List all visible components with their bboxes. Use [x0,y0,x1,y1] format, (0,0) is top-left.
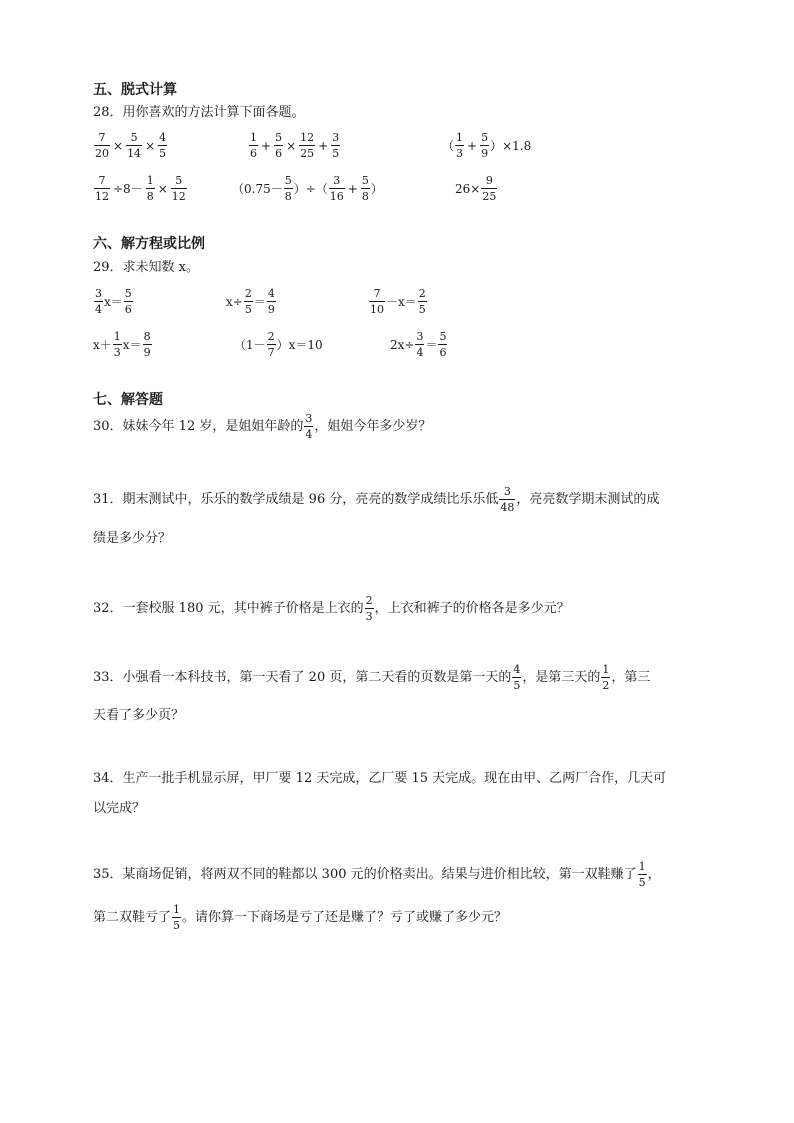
q29-equation-6: 2x÷ $\frac{3}{4}$ ＝ 5 6 [390,330,447,359]
q28-expression-2: 1 6 + $\frac{5}{6}$ × $\frac{12}{25}$ + $\frac{3}{5}$ [250,131,340,160]
fraction: $\frac{3}{5}$ [332,131,340,160]
fraction: $\frac{5}{14}$ [127,131,142,160]
q29-equation-1: 3 4 x＝ 5 6 [95,287,132,316]
question-31-line-2: 绩是多少分？ [93,531,172,546]
fraction: $\frac{3}{4}$ [416,330,424,359]
fraction: 1 2 [602,663,610,692]
fraction: $\frac{4}{5}$ [159,131,167,160]
fraction: 1 5 [173,903,181,932]
fraction: 4 9 [267,287,275,316]
q29-equation-5: （1－ 2 7 ）x＝10 [234,330,323,359]
q28-expression-3: （ 1 3 + $\frac{5}{9}$ ）×1.8 [442,131,532,160]
fraction: 3 4 [305,412,313,441]
q28-expression-1: $\frac{7}{20}$ × $\frac{5}{14}$ × $\frac{4}{5}$ [95,131,167,160]
question-31-line-1: 31．期末测试中，乐乐的数学成绩是 96 分，亮亮的数学成绩比乐乐低 3 48 ，亮亮数学期末测试的成 [93,485,660,514]
fraction: 1 3 [113,330,121,359]
fraction: 3 4 [95,287,102,316]
fraction: $\frac{5}{8}$ [361,174,369,203]
q28-expression-5: （0.75－ 5 8 ）÷（ 3 16 + $\frac{5}{8}$ ） [232,174,383,203]
fraction: 2 5 [418,287,426,316]
question-35-line-2: 第二双鞋亏了 1 5 。请你算一下商场是亏了还是赚了？亏了或赚了多少元？ [93,903,508,932]
q28-expression-4: $\frac{7}{12}$ ÷8－ $\frac{1}{8}$ × $\frac{5}{12}$ [95,174,186,203]
q29-equation-2: x÷ $\frac{2}{5}$ ＝ 4 9 [226,287,275,316]
fraction: 7 10 [370,287,384,316]
fraction: $\frac{5}{9}$ [481,131,489,160]
question-34-line-1: 34．生产一批手机显示屏，甲厂要 12 天完成，乙厂要 15 天完成。现在由甲、乙两厂合作，几天可 [93,771,667,786]
fraction: 1 3 [456,131,464,160]
question-33-line-2: 天看了多少页？ [93,708,185,723]
fraction: 3 48 [500,485,515,514]
fraction: $\frac{5}{12}$ [171,174,186,203]
question-32: 32．一套校服 180 元，其中裤子价格是上衣的 2 3 ，上衣和裤子的价格各是多少元？ [93,594,570,623]
question-29-text: 29．求未知数 x。 [93,260,200,275]
question-34-line-2: 以完成？ [93,801,146,816]
fraction: $\frac{2}{5}$ [244,287,252,316]
fraction: $\frac{1}{8}$ [146,174,154,203]
section-heading-6: 六、解方程或比例 [93,236,205,252]
question-33-line-1: 33．小强看一本科技书，第一天看了 20 页，第二天看的页数是第一天的 4 5 ，是第三天的 1 2 ，第三 [93,663,651,692]
fraction: $\frac{12}{25}$ [300,131,315,160]
fraction: 2 7 [267,330,275,359]
question-28-text: 28．用你喜欢的方法计算下面各题。 [93,105,305,120]
fraction: 2 3 [365,594,373,623]
question-35-line-1: 35．某商场促销，将两双不同的鞋都以 300 元的价格卖出。结果与进价相比较，第一双鞋赚了 1 5 ， [93,860,661,889]
fraction: $\frac{9}{25}$ [482,174,497,203]
q29-equation-3: 7 10 －x＝ 2 5 [370,287,426,316]
fraction: 1 5 [638,860,646,889]
fraction: 3 16 [329,174,344,203]
question-30: 30．妹妹今年 12 岁，是姐姐年龄的 3 4 ，姐姐今年多少岁？ [93,412,432,441]
fraction: $\frac{7}{20}$ [95,131,109,160]
section-heading-5: 五、脱式计算 [93,82,177,98]
section-heading-7: 七、解答题 [93,392,163,408]
fraction: 5 8 [284,174,292,203]
fraction: 1 6 [250,131,257,160]
fraction: 4 5 [513,663,521,692]
q29-equation-4: x＋ 1 3 x＝ 8 9 [93,330,151,359]
fraction: 5 6 [124,287,132,316]
fraction: 8 9 [143,330,151,359]
fraction: $\frac{7}{12}$ [95,174,109,203]
fraction: 5 6 [439,330,447,359]
q28-expression-6: 26× $\frac{9}{25}$ [455,174,497,203]
fraction: $\frac{5}{6}$ [275,131,283,160]
